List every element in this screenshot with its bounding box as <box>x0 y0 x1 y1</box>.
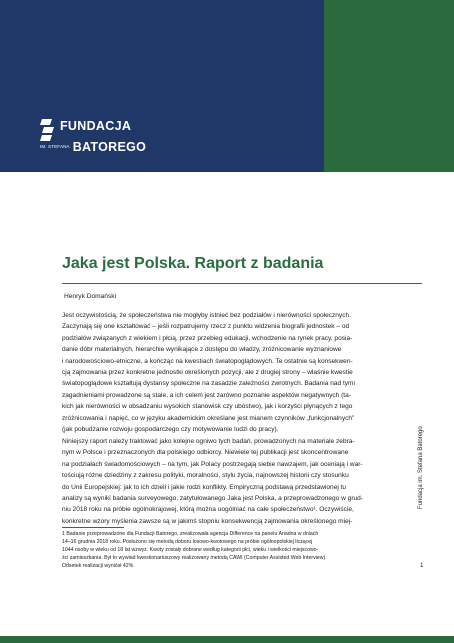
paragraph-2 <box>62 436 424 527</box>
paragraph-line: Jest oczywistością, że społeczeństwa nie mogłyby istnieć bez podziałów i nierówności społecznych. <box>62 312 351 319</box>
paragraph-line: podziałów związanych z wiekiem i płcią, przez przebieg edukacji, wchodzenie na rynek pracy, posia- <box>62 334 353 342</box>
footnote-line: 14–16 grudnia 2018 roku. Posłużono się metodą doboru losowo-kwotowego na próbie ogólnopolskiej liczącej <box>62 538 313 545</box>
author-name: Henryk Domański <box>64 293 117 300</box>
paragraph-line: tościują różne dziedziny z zakresu polityki, moralności, stylu życia, najnowszej historii czy stosunku <box>62 472 349 480</box>
paragraph-line: analizy są wyniki badania surveyowego, zatytułowanego Jaka jest Polska, a przeprowadzonego w grud- <box>62 494 363 502</box>
bottom-bar <box>0 636 454 643</box>
logo-line-batorego <box>40 138 146 156</box>
paragraph-line: (jak pobudzanie rozwoju gospodarczego czy motywowanie ludzi do pracy). <box>62 425 279 433</box>
logo-small-text: IM. STEFANA <box>40 144 70 150</box>
logo-text-batorego: BATOREGO <box>72 139 147 154</box>
side-label-text: Fundacja im. Stefana Batorego <box>418 426 424 509</box>
paragraph-line: na podziałach świadomościowych – na tym, jak Polacy postrzegają siebie nawzajem, jak oceniają i war- <box>62 460 363 468</box>
paragraph-1 <box>62 310 424 435</box>
header-band <box>0 0 454 172</box>
paragraph-line: zróżnicowania i napięć, co w języku akademickim określane jest mianem czynników „funkcjonalnych” <box>62 414 355 422</box>
paragraph-line: kich jak nierówności w obsadzaniu wysokich stanowisk czy ubóstwo), jak i korzyści płynących z tego <box>62 403 353 411</box>
report-title: Jaka jest Polska. Raport z badania <box>62 255 324 272</box>
logo-line-fundacja: FUNDACJA <box>60 119 132 133</box>
paragraph-line: zagadnieniami prowadzone są stale, a ich celem jest zarówno poznanie aspektów negatywnych (ta- <box>62 391 351 399</box>
header-green-panel <box>324 0 454 172</box>
footnote-line: 1044 osoby w wieku od 18 lat wzwyż. Kwoty zostały dobrane według kategorii płci, wieku i wielkości miejscowo- <box>62 546 319 553</box>
paragraph-line: światopoglądowe kształtują dystansy społeczne na zasadzie zależności zwrotnych. Badania nad tymi <box>62 380 355 388</box>
paragraph-line: cją zajmowania przez konkretne jednostki określonych pozycji, ale z drugiej strony – właśnie kwestie <box>62 368 353 376</box>
side-label <box>418 426 426 599</box>
footnote-line: 1 Badanie przeprowadzone dla Fundacji Batorego, zrealizowała agencja Difference na panelu Ariadna w dniach <box>62 531 319 537</box>
footnote-line: Odsetek realizacji wyniósł 42%. <box>62 562 135 569</box>
paragraph-line: i narodowościowo-etniczne, a kończąc na kwestiach światopoglądowych. Te ostatnie są konsekwen- <box>62 357 353 365</box>
paragraph-line: do Unii Europejskiej: jak to ich dzieli i jakie rodzi konflikty. Empiryczną podstawą przedstawionej tu <box>62 483 347 491</box>
paragraph-line: nym w Polsce i przeznaczonych dla polskiego odbiorcy. Niewiele tej publikacji jest skoncentrowane <box>62 449 349 457</box>
paragraph-line: niu 2018 roku na próbie ogólnokrajowej, którą można uogólniać na całe społeczeństwo¹. Oczywiście, <box>62 506 354 514</box>
title-underline <box>62 283 422 284</box>
footnote-divider <box>62 527 124 528</box>
paragraph-line: danie dóbr materialnych, hierarchie wynikające z dostępu do władzy, zróżnicowanie wyznaniowe <box>62 346 342 354</box>
page-number: 1 <box>420 562 424 569</box>
paragraph-line: Niniejszy raport należy traktować jako kolejne ogniwo tych badań, prowadzonych na materiale zebra- <box>62 438 355 445</box>
paragraph-line: Zaczynają się one kształtować – jeśli rozpatrujemy rzecz z punktu widzenia biografii jednostek – od <box>62 323 350 331</box>
paragraph-line: konkretne wzory myślenia zawsze są w jakimś stopniu konsekwencją zajmowania określonego miej- <box>62 517 353 525</box>
footnote-line: ści zamieszkania. Był to wywiad kwestionariuszowy realizowany metodą CAWI (Computer Assisted Web Interview). <box>62 554 327 561</box>
footnote <box>62 531 424 570</box>
